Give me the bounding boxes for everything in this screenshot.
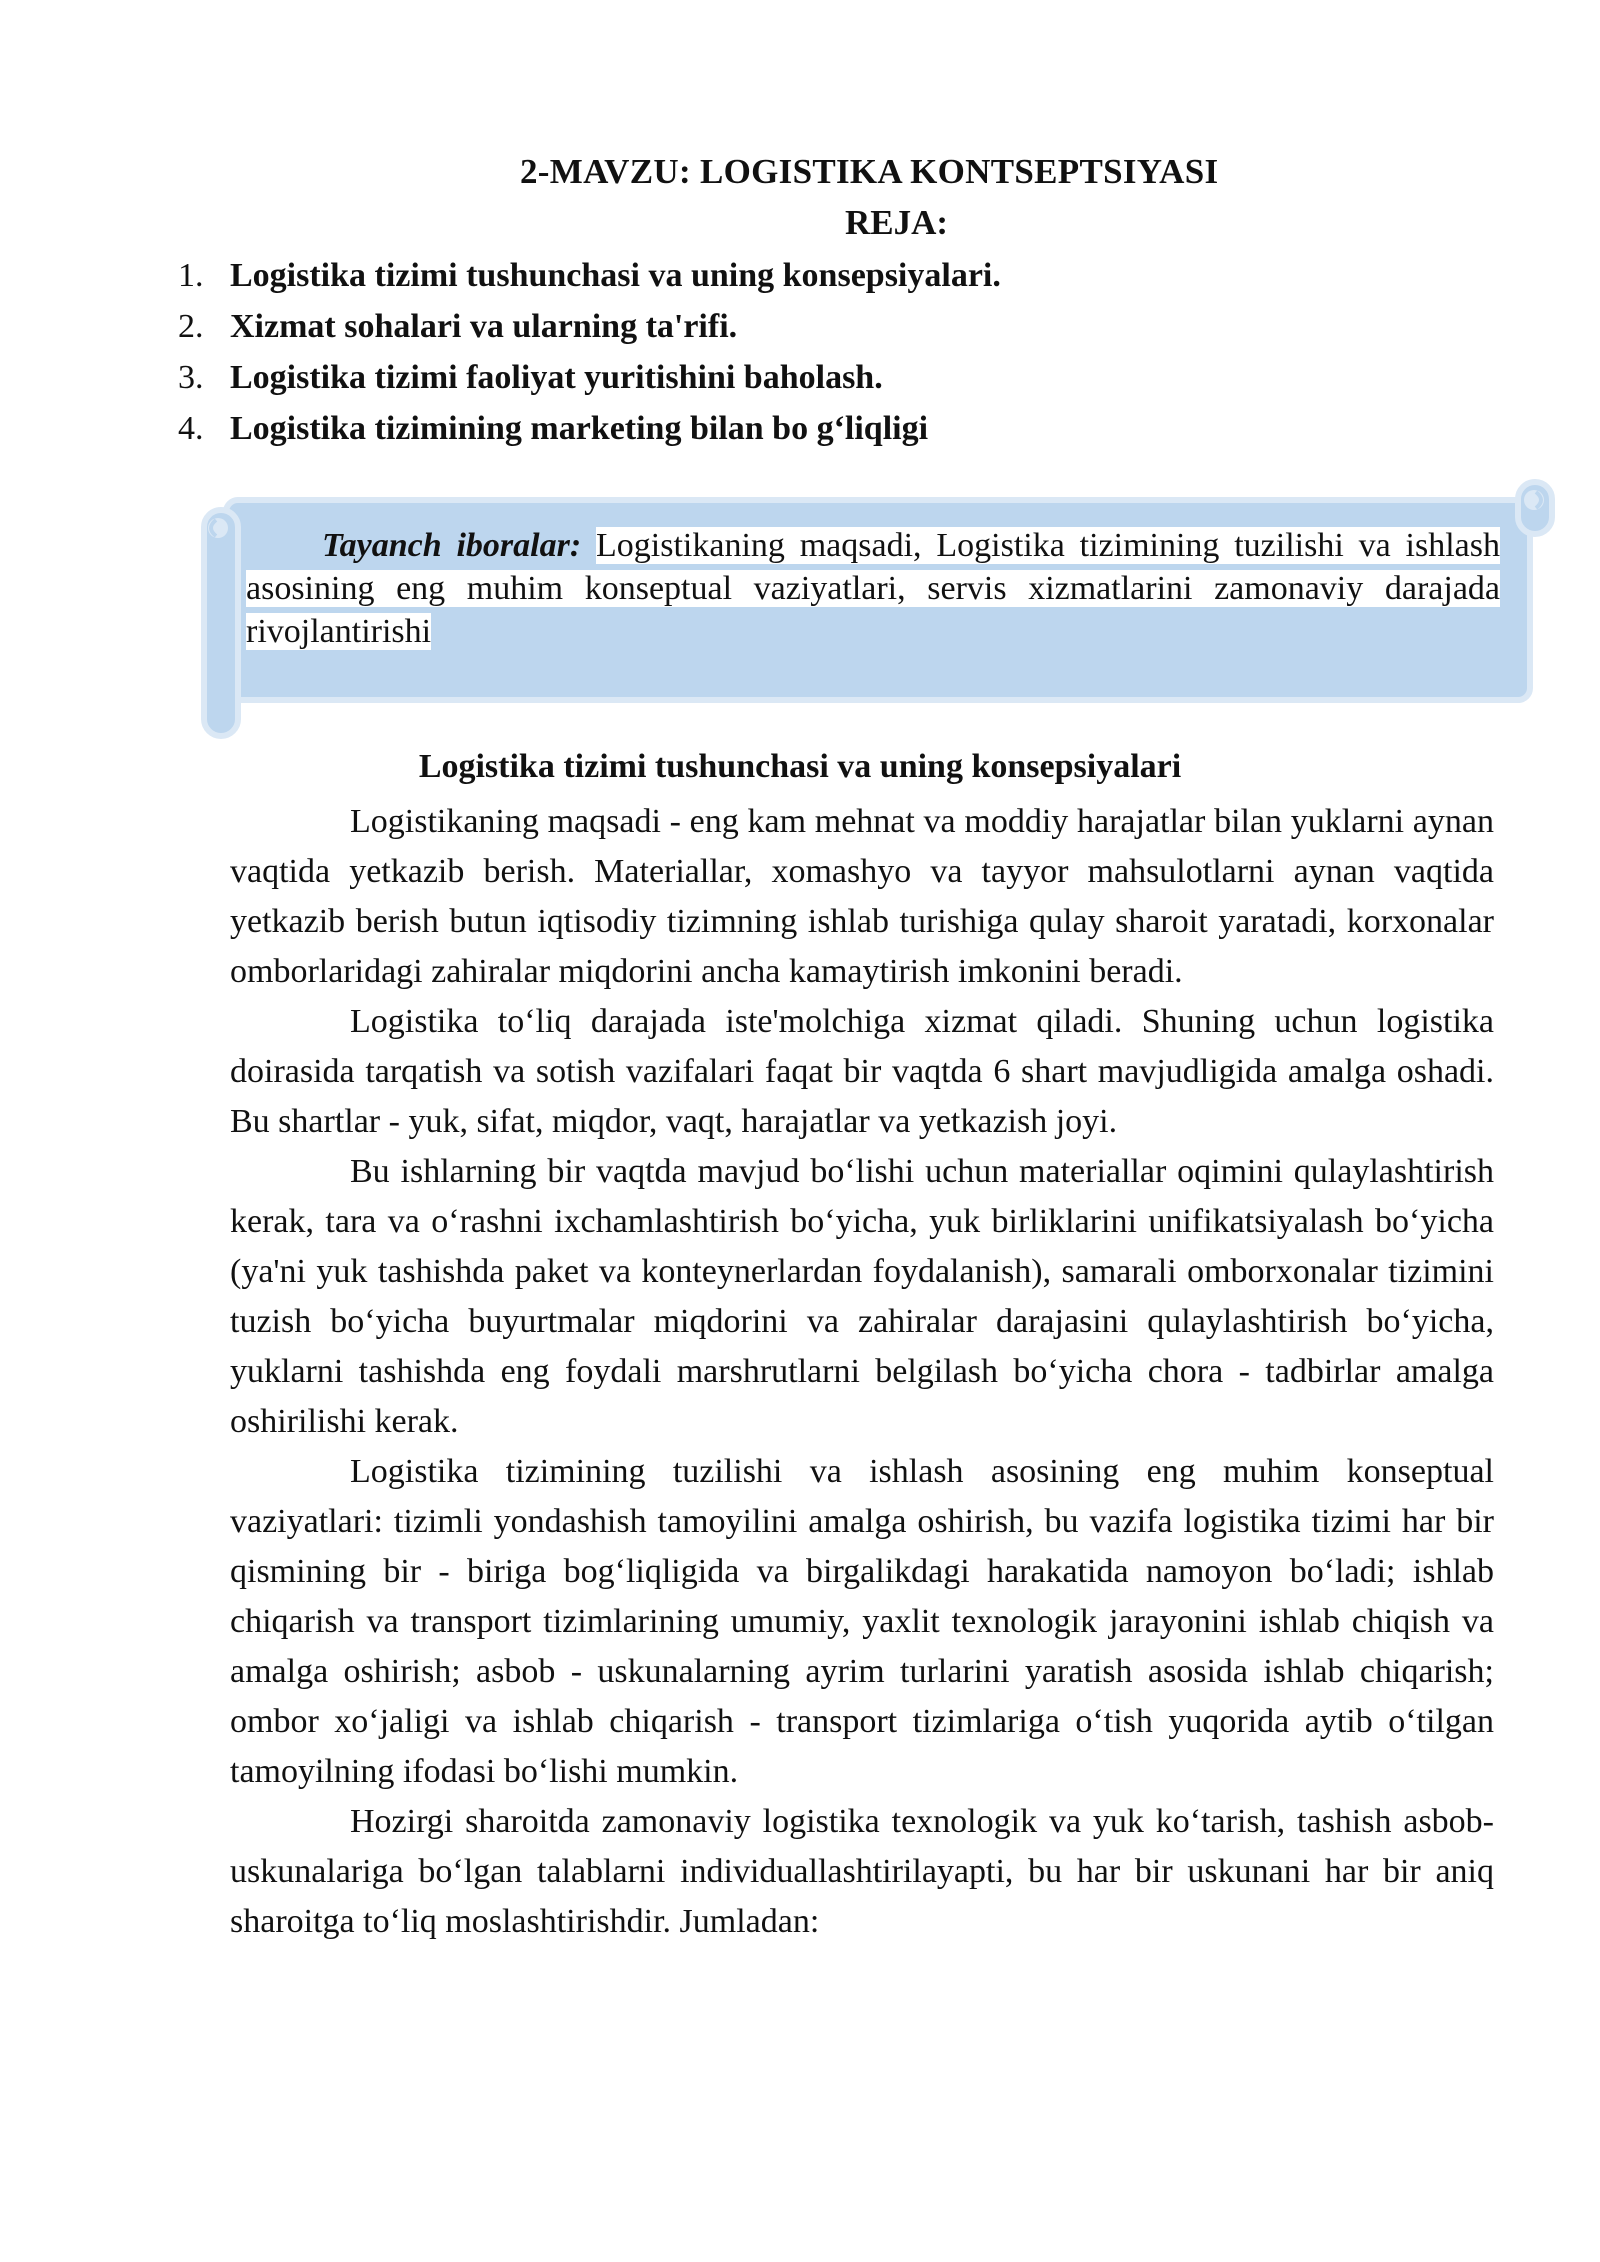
plan-item-number: 3. <box>178 359 204 396</box>
keywords-content: Logistikaning maqsadi, Logistika tizimining tuzilishi va ishlash asosining eng muhim konseptual vaziyatlari, servis xizmatlarini zamonaviy darajada rivojlantirishi <box>246 527 1501 650</box>
keywords-scroll-banner <box>196 474 1556 744</box>
plan-item-text: Logistika tizimining marketing bilan bo g‘liqligi <box>230 410 929 447</box>
plan-item-text: Logistika tizimi faoliyat yuritishini baholash. <box>230 359 883 396</box>
plan-item-number: 2. <box>178 308 204 345</box>
plan-item-number: 4. <box>178 410 204 447</box>
paragraph: Logistikaning maqsadi - eng kam mehnat va moddiy harajatlar bilan yuklarni aynan vaqtida yetkazib berish. Materiallar, xomashyo va tayyor mahsulotlarni aynan vaqtida yetkazib berish butun iqtisodiy tizimning ishlab turishiga qulay sharoit yaratadi, korxonalar omborlaridagi zahiralar miqdorini ancha kamaytirish imkonini beradi. <box>230 803 1494 990</box>
plan-item-text: Logistika tizimi tushunchasi va uning konsepsiyalari. <box>230 257 1001 294</box>
plan-item <box>178 301 1001 352</box>
keywords-text <box>246 524 1500 653</box>
plan-item <box>178 250 1001 301</box>
keywords-label: Tayanch iboralar: <box>322 527 582 564</box>
body-text <box>230 797 1494 1947</box>
plan-item-text: Xizmat sohalari va ularning ta'rifi. <box>230 308 738 345</box>
paragraph: Logistika to‘liq darajada iste'molchiga xizmat qiladi. Shuning uchun logistika doirasida tarqatish va sotish vazifalari faqat bir vaqtda 6 shart mavjudligida amalga oshadi. Bu shartlar - yuk, sifat, miqdor, vaqt, harajatlar va yetkazish joyi. <box>230 1003 1494 1140</box>
plan-list <box>178 250 1001 454</box>
plan-heading: REJA: <box>845 203 949 242</box>
section-heading: Logistika tizimi tushunchasi va uning konsepsiyalari <box>418 748 1182 785</box>
plan-item <box>178 352 1001 403</box>
plan-item-number: 1. <box>178 257 204 294</box>
plan-item <box>178 403 1001 454</box>
paragraph: Bu ishlarning bir vaqtda mavjud bo‘lishi uchun materiallar oqimini qulaylashtirish kerak, tara va o‘rashni ixchamlashtirish bo‘yicha, yuk birliklarini unifikatsiyalash bo‘yicha (ya'ni yuk tashishda paket va konteynerlardan foydalanish), samarali omborxonalar tizimini tuzish bo‘yicha buyurtmalar miqdorini va zahiralar darajasini qulaylashtirish bo‘yicha, yuklarni tashishda eng foydali marshrutlarni belgilash bo‘yicha chora - tadbirlar amalga oshirilishi kerak. <box>230 1153 1494 1440</box>
paragraph: Logistika tizimining tuzilishi va ishlash asosining eng muhim konseptual vaziyatlari: tizimli yondashish tamoyilini amalga oshirish, bu vazifa logistika tizimi har bir qismining bir - biriga bog‘liqligida va birgalikdagi harakatida namoyon bo‘ladi; ishlab chiqarish va transport tizimlarining umumiy, yaxlit texnologik jarayonini ishlab chiqish va amalga oshirish; asbob - uskunalarning ayrim turlarini yaratish asosida ishlab chiqarish; ombor xo‘jaligi va ishlab chiqarish - transport tizimlariga o‘tish yuqorida aytib o‘tilgan tamoyilning ifodasi bo‘lishi mumkin. <box>230 1453 1494 1790</box>
document-title: 2-MAVZU: LOGISTIKA KONTSEPTSIYASI <box>520 152 1219 191</box>
paragraph: Hozirgi sharoitda zamonaviy logistika texnologik va yuk ko‘tarish, tashish asbob-uskunalariga bo‘lgan talablarni individuallashtirilayapti, bu har bir uskunani har bir aniq sharoitga to‘liq moslashtirishdir. Jumladan: <box>230 1803 1494 1940</box>
